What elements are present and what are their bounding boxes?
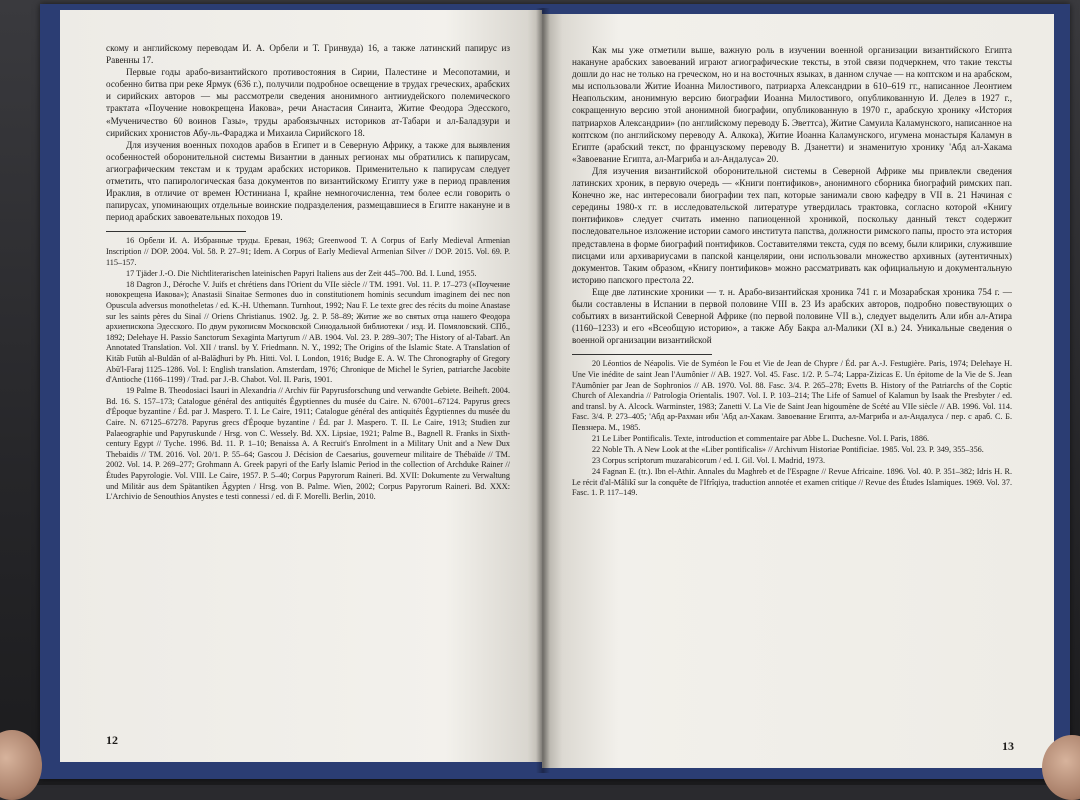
footnote-19: 19 Palme B. Theodosiaci Isauri in Alexandria // Archiv für Papyrusforschung und verwandte Gebiete. Beiheft. 2004. Bd. 16. S. 157–173; Catalogue général des antiquités Égyptiennes du musée du Caire. N. 67001–67124. Papyrus grecs d'Époque byzantine / Éd. par J. Maspero. T. I. Le Caire, 1911; Catalogue général des antiquités Égyptiennes du musée du Caire. N. 67125–67278. Papyrus grecs d'Époque byzantine / Éd. par J. Maspero. T. II. Le Caire, 1913; Studien zur Palaeographie und Papyruskunde / Hrsg. von C. Wessely. Bd. XX. Lipsiae, 1921; Palme B., Bagnell R. Franks in Sixth-century Egypt // Tyche. 1996. Bd. 11. P. 1–10; Benaissa A. A Recruit's Enrolment in a Military Unit and a New Dux Thebaidis // TM. 2016. Vol. 20/1. P. 55–64; Gascou J. Décision de Caesarius, gouverneur militaire de Thébaïde // TM. 2002. Vol. 14. P. 269–277; Grohmann A. Greek papyri of the Early Islamic Period in the collection of Archduke Rainer // Études Papyrologie. Vol. VIII. Le Caire, 1957. P. 5–40; Corpus Papyrorum Raineri. Bd. XVII: Dokumente zu Verwaltung und Militär aus dem Spätantiken Ägypten / Hrsg. von B. Palme. Wien, 2002; Corpus Papyrorum Raineri. Bd. XXX: L'Archivio de Senouthios Anystes e testi connessi / ed. di F. Morelli. Berlin, 2010. bbox=[106, 386, 510, 502]
footnote-24: 24 Fagnan E. (tr.). Ibn el-Athir. Annales du Maghreb et de l'Espagne // Revue Africaine. 1896. Vol. 40. P. 351–382; Idris H. R. Le récit d'al-Mâlikî sur la conquête de l'Ifrîqiya, traduction annotée et examen critique // Revue des Études Islamiques. 1969. Vol. 37. Fasc. 1. P. 117–149. bbox=[572, 467, 1012, 498]
right-paragraph-3: Еще две латинские хроники — т. н. Арабо-византийская хроника 741 г. и Мозарабская хроника 754 г. — были составлены в Испании в первой половине VIII в. 23 Из арабских авторов, подробно повествующих о событиях в византийской Северной Африке (по первой половине VII в.), следует выделить Али ибн ал-Атира (1160–1233) и его «Всеобщую историю», а также Абу Бакра ал-Малики (XI в.) 24. Уникальные сведения о военной организации византийской bbox=[572, 286, 1012, 346]
right-paragraph-2: Для изучения византийской оборонительной системы в Северной Африке мы привлекли сведения латинских хроник, в первую очередь — «Книги понтификов», анонимного сборника биографий римских пап. Конечно же, нас интересовали биографии тех пап, которые занимали свою кафедру в VII в. 21 Начиная с середины 1980-х гг. в исследовательской литературе утвердилась трактовка, согласно которой «Книгу понтификов» следует считать именно папиоценной хроникой, поскольку данный текст содержит последовательное изложение истории самого института папства, должности римского папы, просто эта история представлена в форме биографий понтификов. Составителями текста, судя по всему, были клирики, служившие писцами или архивариусами в папской канцелярии, они использовали множество архивных (аутентичных) документов. Таким образом, «Книгу понтификов» можно рассматривать как официальную и документальную историю папского престола 22. bbox=[572, 165, 1012, 285]
left-paragraph-3: Для изучения военных походов арабов в Египет и в Северную Африку, а также для выявления особенностей оборонительной системы Византии в данных регионах мы обратились к папирусам, агиографическим текстам и к трудам арабских историков. Применительно к папирусам следует отметить, что папирологическая база документов по византийскому Египту уже в период правления Ираклия, в отличие от времен Юстиниана I, крайне немногочисленна, тем более если говорить о папирусах, упоминающих отдельные воинские подразделения, размещавшиеся в Египте накануне и в период арабских завоевательных походов 19. bbox=[106, 139, 510, 223]
right-page bbox=[542, 14, 1054, 768]
right-text-column bbox=[572, 44, 1012, 500]
left-page bbox=[60, 10, 542, 762]
left-paragraph-2: Первые годы арабо-византийского противостояния в Сирии, Палестине и Месопотамии, и особенно битва при реке Ярмук (636 г.), получили подробное освещение в трудах греческих, арабских и сирийских авторов — мы рассмотрели сведения анонимного антииудейского полемического трактата «Поучение новокрещена Иакова», речи Анастасия Синаита, Житие Феодора Эдесского, «Мученичество 60 воинов Газы», труды арабоязычных историков ат-Табари и ал-Баладзури и сирийских хронистов Абу-ль-Фараджа и Михаила Сирийского 18. bbox=[106, 67, 510, 138]
footnote-21: 21 Le Liber Pontificalis. Texte, introduction et commentaire par Abbe L. Duchesne. Vol. I. Paris, 1886. bbox=[592, 434, 930, 443]
page-number-left: 12 bbox=[106, 733, 118, 747]
left-text-column bbox=[106, 42, 510, 503]
page-number-right: 13 bbox=[1002, 739, 1014, 753]
footnote-20: 20 Léontios de Néapolis. Vie de Syméon le Fou et Vie de Jean de Chypre / Éd. par A.-J. Festugière. Paris, 1974; Delehaye H. Une Vie inédite de saint Jean l'Aumônier // AB. 1927. Vol. 45. Fasc. 1/2. P. 5–74; Lappa-Zizicas E. Un épitome de la Vie de S. Jean l'Aumônier par Jean de Sophronios // AB. 1970. Vol. 88. Fasc. 3/4. P. 265–278; Evetts B. History of the Patriarchs of the Coptic Church of Alexandria // Patrologia Orientalis. 1907. Vol. I. P. 103–214; The Life of Samuel of Kalamun by Isaak the Presbyter / ed. and transl. by A. Alcock. Warminster, 1983; Zanetti V. La Vie de Saint Jean higoumène de Scété au VIIe siècle // AB. 1996. Vol. 114. Fasc. 3/4. P. 273–405; 'Абд ар-Рахман ибн 'Абд ал-Хакам. Завоевание Египта, ал-Магриба и ал-Андалуса / пер. с араб. С. Б. Певзнера. М., 1985. bbox=[572, 359, 1012, 432]
footnote-23: 23 Corpus scriptorum muzarabicorum / ed. I. Gil. Vol. I. Madrid, 1973. bbox=[592, 456, 826, 466]
footnote-18: 18 Dagron J., Déroche V. Juifs et chrétiens dans l'Orient du VIIe siècle // TM. 1991. Vol. 11. P. 17–273 («Поучение новокрещена Иакова»); Anastasii Sinaitae Sermones duo in constitutionem hominis secundum imaginem dei nec non Opuscula adversus monotheletas / ed. K.-H. Uthemann. Turnhout, 1992; Nau F. Le texte grec des récits du moine Anastase sur les saints pères du Sinaï // Oriens Christianus. 1902. Jg. 2. P. 58–89; Житие же во святых отца нашего Феодора архиепископа Эдесского. По двум рукописям Московской Синодальной библиотеки / изд. И. Помяловский. СПб., 1892; Delehaye H. Passio Sanctorum Sexaginta Martyrum // AB. 1904. Vol. 23. P. 289–307; The History of al-Tabarī. An Annotated Translation. Vol. XII / transl. by Y. Friedmann. N. Y., 1992; The Origins of the Islamic State. A Translation of Kitāb Futūh al-Buldān of al-Balāḏhuri by Ph. Hitti. Vol. I. London, 1916; Budge E. A. W. The Chronography of Gregory Abū'l-Faraj 1125–1286. Vol. I: English translation. Amsterdam, 1976; Chronique de Michel le Syrien, patriarche Jacobite d'Antioche (1166–1199) / Trad. par J.-B. Chabot. Vol. II. Paris, 1901. bbox=[106, 279, 510, 385]
footnote-divider bbox=[106, 231, 246, 232]
footnote-22: 22 Noble Th. A New Look at the «Liber pontificalis» // Archivum Historiae Pontificiae. 1985. Vol. 23. P. 349, 355–356. bbox=[592, 445, 984, 455]
right-paragraph-1: Как мы уже отметили выше, важную роль в изучении военной организации византийского Египта накануне арабских завоеваний играют агиографические тексты, в этой связи подчеркнем, что такие тексты дошли до нас не только на греческом, но и на восточных языках, в данном случае — на коптском и на арабском, мы использовали Житие Иоанна Милостивого, патриарха Александрии в 610–619 гг., написанное Леонтием Неапольским, анонимную версию биографии Иоанна Милостивого, опубликованную И. Делеэ в 1927 г., сокращенную версию этой анонимной биографии, опубликованную в 1970 г., арабскую хронику «История патриархов Александрии» (по английскому переводу Б. Эветтса), Житие Самуила Каламунского, написанное на коптском (по английскому переводу А. Алкока), Житие Иоанна Каламунского, игумена монастыря Каламун в Египте (арабский текст, по французскому переводу В. Дзанетти) и знаменитую хронику 'Абд ал-Хакама «Завоевание Египта, ал-Магриба и ал-Андалуса» 20. bbox=[572, 45, 1012, 164]
right-footnotes bbox=[572, 359, 1012, 499]
book-gutter bbox=[536, 8, 550, 773]
left-footnotes bbox=[106, 236, 510, 502]
footnote-16: 16 Орбели И. А. Избранные труды. Ереван, 1963; Greenwood T. A Corpus of Early Medieval Armenian Inscription // DOP. 2004. Vol. 58. P. 27–91; Idem. A Corpus of Early Medieval Armenian Silver // DOP. 2015. Vol. 69. P. 115–157. bbox=[106, 236, 510, 267]
footnote-divider bbox=[572, 354, 712, 355]
footnote-17: 17 Tjäder J.-O. Die Nichtliterarischen lateinischen Papyri Italiens aus der Zeit 445–700. Bd. I. Lund, 1955. bbox=[126, 268, 477, 278]
left-paragraph-1: скому и английскому переводам И. А. Орбели и Т. Гринвуда) 16, а также латинский папирус из Равенны 17. bbox=[106, 43, 510, 66]
